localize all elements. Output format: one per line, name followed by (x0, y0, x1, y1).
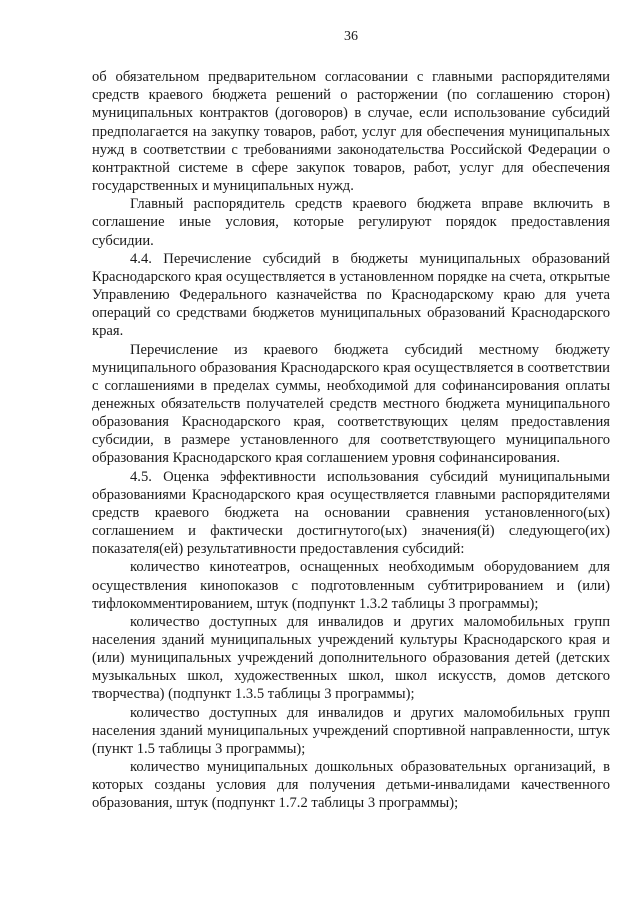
paragraph-transfer-subsidies: Перечисление из краевого бюджета субсидий местному бюджету муниципального образования Краснодарского края осуществляется в соответствии с соглашениями в пределах суммы, необходимой для софинансирования оплаты денежных обязательств получателей средств местного бюджета муниципального образования Краснодарского края, соответствующих целям предоставления субсидии, в размере установленного для соответствующего муниципального образования Краснодарского края соглашением уровня софинансирования. (92, 341, 610, 467)
paragraph-indicator-culture-buildings: количество доступных для инвалидов и других маломобильных групп населения зданий муниципальных учреждений культуры Краснодарского края и (или) муниципальных учреждений дополнительного образования детей (детских музыкальных школ, художественных школ, школ искусств, домов детского творчества) (подпункт 1.3.5 таблицы 3 программы); (92, 613, 610, 703)
page-number: 36 (344, 29, 358, 44)
document-page (92, 28, 610, 813)
paragraph-indicator-sport-buildings: количество доступных для инвалидов и других маломобильных групп населения зданий муниципальных учреждений спортивной направленности, штук (пункт 1.5 таблицы 3 программы); (92, 704, 610, 757)
paragraph-indicator-cinemas: количество кинотеатров, оснащенных необходимым оборудованием для осуществления кинопоказов с подготовленным субтитрированием и (или) тифлокомментированием, штук (подпункт 1.3.2 таблицы 3 программы); (92, 559, 610, 612)
paragraph-continuation: об обязательном предварительном согласовании с главными распорядителями средств краевого бюджета решений о расторжении (по соглашению сторон) муниципальных контрактов (договоров) в случае, если использование субсидий предполагается на закупку товаров, работ, услуг для обеспечения муниципальных нужд в соответствии с требованиями законодательства Российской Федерации о контрактной системе в сфере закупок товаров, работ, услуг для обеспечения государственных и муниципальных нужд. (92, 69, 610, 195)
paragraph-indicator-preschool: количество муниципальных дошкольных образовательных организаций, в которых созданы условия для получения детьми-инвалидами качественного образования, штук (подпункт 1.7.2 таблицы 3 программы); (92, 759, 610, 812)
paragraph-additional-conditions: Главный распорядитель средств краевого бюджета вправе включить в соглашение иные условия, которые регулируют порядок предоставления субсидии. (92, 196, 610, 249)
paragraph-section-4-4: 4.4. Перечисление субсидий в бюджеты муниципальных образований Краснодарского края осуществляется в установленном порядке на счета, открытые Управлению Федерального казначейства по Краснодарскому краю для учета операций со средствами бюджетов муниципальных образований Краснодарского края. (92, 250, 610, 340)
paragraph-section-4-5: 4.5. Оценка эффективности использования субсидий муниципальными образованиями Краснодарского края осуществляется главными распорядителями средств краевого бюджета на основании сравнения установленного(ых) соглашением и фактически достигнутого(ых) значения(й) следующего(их) показателя(ей) результативности предоставления субсидий: (92, 468, 610, 558)
